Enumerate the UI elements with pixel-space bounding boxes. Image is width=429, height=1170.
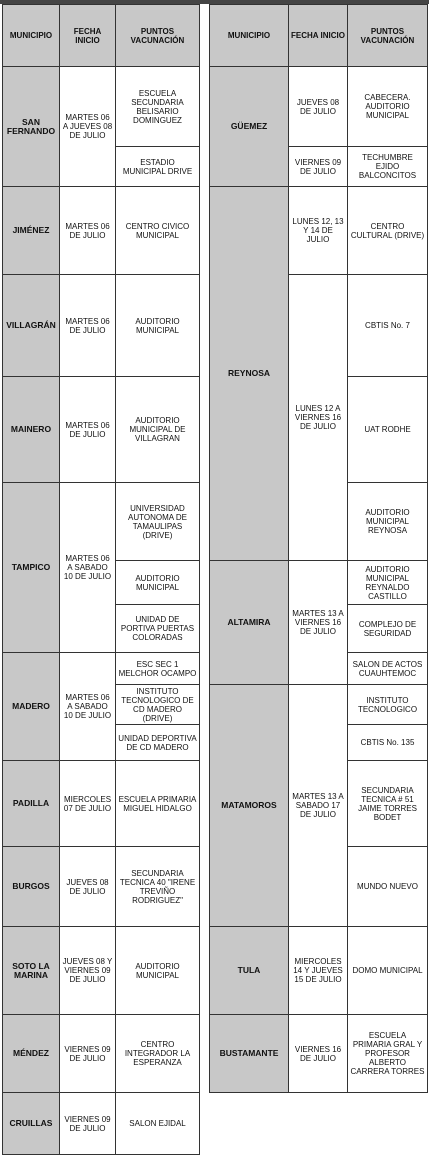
punto-cell: SECUNDARIA TECNICA # 51 JAIME TORRES BODET [348,761,428,847]
left-schedule-table [2,4,200,1155]
punto-cell: AUDITORIO MUNICIPAL [116,275,200,377]
fecha-cell: MARTES 06 A SABADO 10 DE JULIO [60,653,116,761]
punto-cell: CABECERA. AUDITORIO MUNICIPAL [348,67,428,147]
municipio-cell: SAN FERNANDO [3,67,60,187]
punto-cell: TECHUMBRE EJIDO BALCONCITOS [348,147,428,187]
fecha-cell: VIERNES 09 DE JULIO [289,147,348,187]
punto-cell: ESTADIO MUNICIPAL DRIVE [116,147,200,187]
punto-cell: AUDITORIO MUNICIPAL REYNALDO CASTILLO [348,561,428,605]
fecha-cell: MARTES 06 A SABADO 10 DE JULIO [60,483,116,653]
fecha-cell: MARTES 13 A VIERNES 16 DE JULIO [289,561,348,685]
punto-cell: AUDITORIO MUNICIPAL DE VILLAGRAN [116,377,200,483]
table-row [3,67,200,147]
punto-cell: CENTRO CIVICO MUNICIPAL [116,187,200,275]
municipio-cell: MÉNDEZ [3,1015,60,1093]
fecha-cell: VIERNES 16 DE JULIO [289,1015,348,1093]
municipio-cell: BURGOS [3,847,60,927]
header-puntos: PUNTOS VACUNACIÓN [116,5,200,67]
municipio-cell: REYNOSA [210,187,289,561]
municipio-cell: TAMPICO [3,483,60,653]
fecha-cell: MARTES 06 DE JULIO [60,377,116,483]
table-row [210,187,428,275]
punto-cell: MUNDO NUEVO [348,847,428,927]
table-row [3,847,200,927]
punto-cell: CENTRO CULTURAL (DRIVE) [348,187,428,275]
punto-cell: ESCUELA SECUNDARIA BELISARIO DOMINGUEZ [116,67,200,147]
punto-cell: CBTIS No. 135 [348,725,428,761]
punto-cell: ESCUELA PRIMARIA MIGUEL HIDALGO [116,761,200,847]
punto-cell: SECUNDARIA TECNICA 40 "IRENE TREVIÑO RODRIGUEZ" [116,847,200,927]
fecha-cell: MIERCOLES 14 Y JUEVES 15 DE JULIO [289,927,348,1015]
municipio-cell: MAINERO [3,377,60,483]
table-row [3,275,200,377]
fecha-cell: MARTES 06 A JUEVES 08 DE JULIO [60,67,116,187]
fecha-cell: MIERCOLES 07 DE JULIO [60,761,116,847]
punto-cell: UAT RODHE [348,377,428,483]
fecha-cell: JUEVES 08 DE JULIO [289,67,348,147]
punto-cell: UNIDAD DEPORTIVA DE CD MADERO [116,725,200,761]
table-row [3,1015,200,1093]
table-row [3,377,200,483]
table-row [3,927,200,1015]
table-row [210,561,428,605]
right-schedule-table [209,4,428,1093]
table-row [210,67,428,147]
table-row [3,483,200,561]
table-row [210,685,428,725]
header-puntos: PUNTOS VACUNACIÓN [348,5,428,67]
fecha-cell: VIERNES 09 DE JULIO [60,1093,116,1155]
municipio-cell: MATAMOROS [210,685,289,927]
punto-cell: INSTITUTO TECNOLOGICO DE CD MADERO (DRIVE) [116,685,200,725]
header-row [210,5,428,67]
punto-cell: ESCUELA PRIMARIA GRAL Y PROFESOR ALBERTO CARRERA TORRES [348,1015,428,1093]
punto-cell: AUDITORIO MUNICIPAL [116,927,200,1015]
fecha-cell: VIERNES 09 DE JULIO [60,1015,116,1093]
table-row [3,761,200,847]
municipio-cell: JIMÉNEZ [3,187,60,275]
header-municipio: MUNICIPIO [3,5,60,67]
fecha-cell: MARTES 06 DE JULIO [60,275,116,377]
header-fecha: FECHA INICIO [60,5,116,67]
municipio-cell: MADERO [3,653,60,761]
header-municipio: MUNICIPIO [210,5,289,67]
municipio-cell: BUSTAMANTE [210,1015,289,1093]
table-row [210,927,428,1015]
punto-cell: AUDITORIO MUNICIPAL [116,561,200,605]
fecha-cell: JUEVES 08 Y VIERNES 09 DE JULIO [60,927,116,1015]
punto-cell: DOMO MUNICIPAL [348,927,428,1015]
municipio-cell: SOTO LA MARINA [3,927,60,1015]
fecha-cell: LUNES 12 A VIERNES 16 DE JULIO [289,275,348,561]
municipio-cell: VILLAGRÁN [3,275,60,377]
punto-cell: SALON DE ACTOS CUAUHTEMOC [348,653,428,685]
fecha-cell: MARTES 06 DE JULIO [60,187,116,275]
municipio-cell: GÜEMEZ [210,67,289,187]
table-row [3,187,200,275]
punto-cell: AUDITORIO MUNICIPAL REYNOSA [348,483,428,561]
punto-cell: UNIVERSIDAD AUTONOMA DE TAMAULIPAS (DRIVE) [116,483,200,561]
municipio-cell: ALTAMIRA [210,561,289,685]
punto-cell: SALON EJIDAL [116,1093,200,1155]
table-row [3,1093,200,1155]
punto-cell: COMPLEJO DE SEGURIDAD [348,605,428,653]
fecha-cell: LUNES 12, 13 Y 14 DE JULIO [289,187,348,275]
table-row [3,653,200,685]
punto-cell: UNIDAD DE PORTIVA PUERTAS COLORADAS [116,605,200,653]
punto-cell: CENTRO INTEGRADOR LA ESPERANZA [116,1015,200,1093]
punto-cell: ESC SEC 1 MELCHOR OCAMPO [116,653,200,685]
municipio-cell: CRUILLAS [3,1093,60,1155]
table-row [210,1015,428,1093]
municipio-cell: TULA [210,927,289,1015]
punto-cell: CBTIS No. 7 [348,275,428,377]
municipio-cell: PADILLA [3,761,60,847]
punto-cell: INSTITUTO TECNOLOGICO [348,685,428,725]
header-row [3,5,200,67]
header-fecha: FECHA INICIO [289,5,348,67]
fecha-cell: JUEVES 08 DE JULIO [60,847,116,927]
fecha-cell: MARTES 13 A SABADO 17 DE JULIO [289,685,348,927]
